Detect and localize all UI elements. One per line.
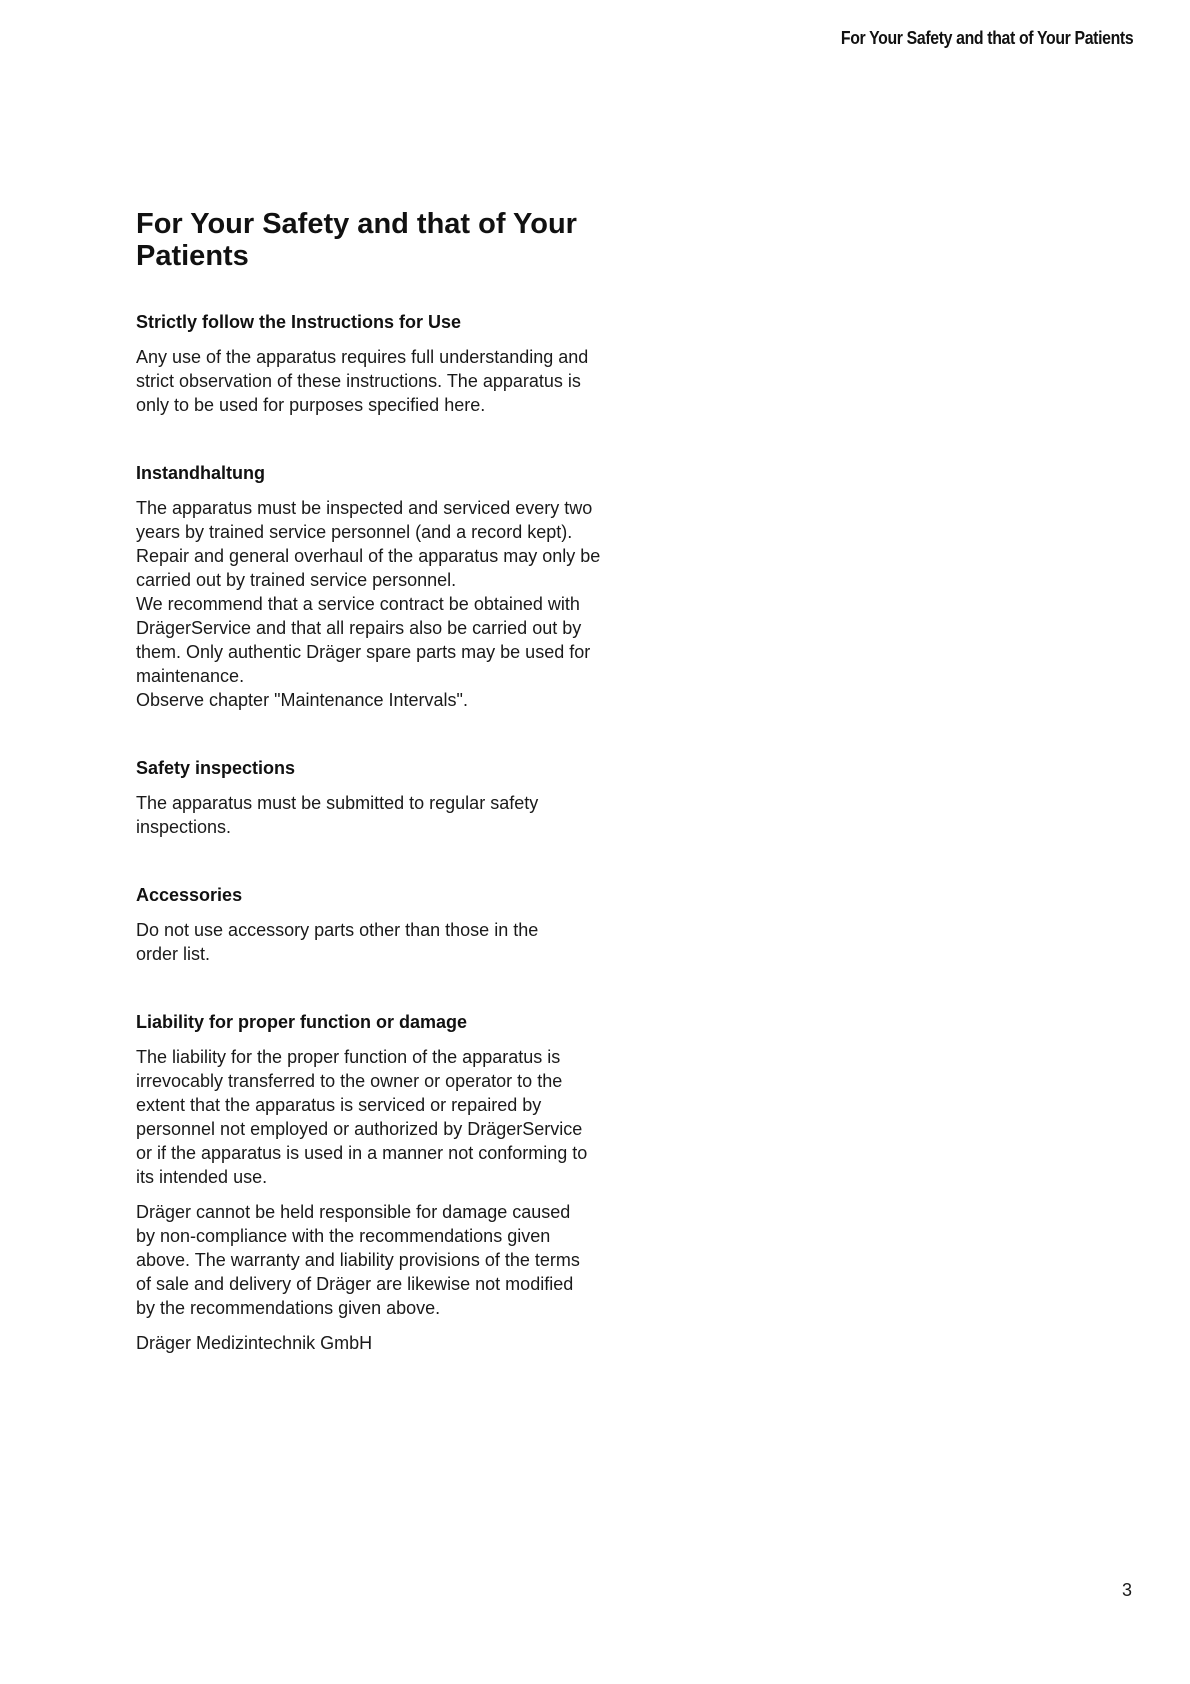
section-paragraph: Dräger cannot be held responsible for damage caused by non-compliance with the recommendations given above. The warranty and liability provisions of the terms of sale and delivery of Dräger are likewise not modified by the recommendations given above. — [136, 1202, 580, 1318]
page-title: For Your Safety and that of Your Patients — [136, 208, 577, 272]
page-number: 3 — [1121, 1580, 1132, 1600]
section-paragraph: Any use of the apparatus requires full understanding and strict observation of these instructions. The apparatus is only to be used for purposes specified here. — [136, 347, 589, 415]
running-header: For Your Safety and that of Your Patients — [840, 28, 1133, 48]
section-paragraph: The apparatus must be inspected and serviced every two years by trained service personnel (and a record kept). Repair and general overhaul of the apparatus may only be carried out by trained service personnel. We recommend that a service contract be obtained with DrägerService and that all repairs also be carried out by them. Only authentic Dräger spare parts may be used for maintenance. Observe chapter "Maintenance Intervals". — [136, 498, 601, 710]
main-content — [136, 208, 636, 1366]
section-paragraph: The liability for the proper function of the apparatus is irrevocably transferred to the owner or operator to the extent that the apparatus is serviced or repaired by personnel not employed or authorized by DrägerService or if the apparatus is used in a manner not conforming to its intended use. — [136, 1047, 588, 1187]
section-heading: Strictly follow the Instructions for Use — [136, 312, 462, 332]
section-accessories — [136, 884, 636, 966]
section-instructions-for-use — [136, 311, 636, 417]
section-paragraph: The apparatus must be submitted to regular safety inspections. — [136, 793, 539, 837]
section-heading: Liability for proper function or damage — [136, 1012, 468, 1032]
section-heading: Accessories — [136, 885, 243, 905]
section-safety-inspections — [136, 757, 636, 839]
section-heading: Instandhaltung — [136, 463, 265, 483]
section-liability — [136, 1011, 636, 1355]
section-paragraph: Do not use accessory parts other than those in the order list. — [136, 920, 539, 964]
company-name: Dräger Medizintechnik GmbH — [136, 1333, 373, 1353]
section-heading: Safety inspections — [136, 758, 296, 778]
section-maintenance — [136, 462, 636, 712]
